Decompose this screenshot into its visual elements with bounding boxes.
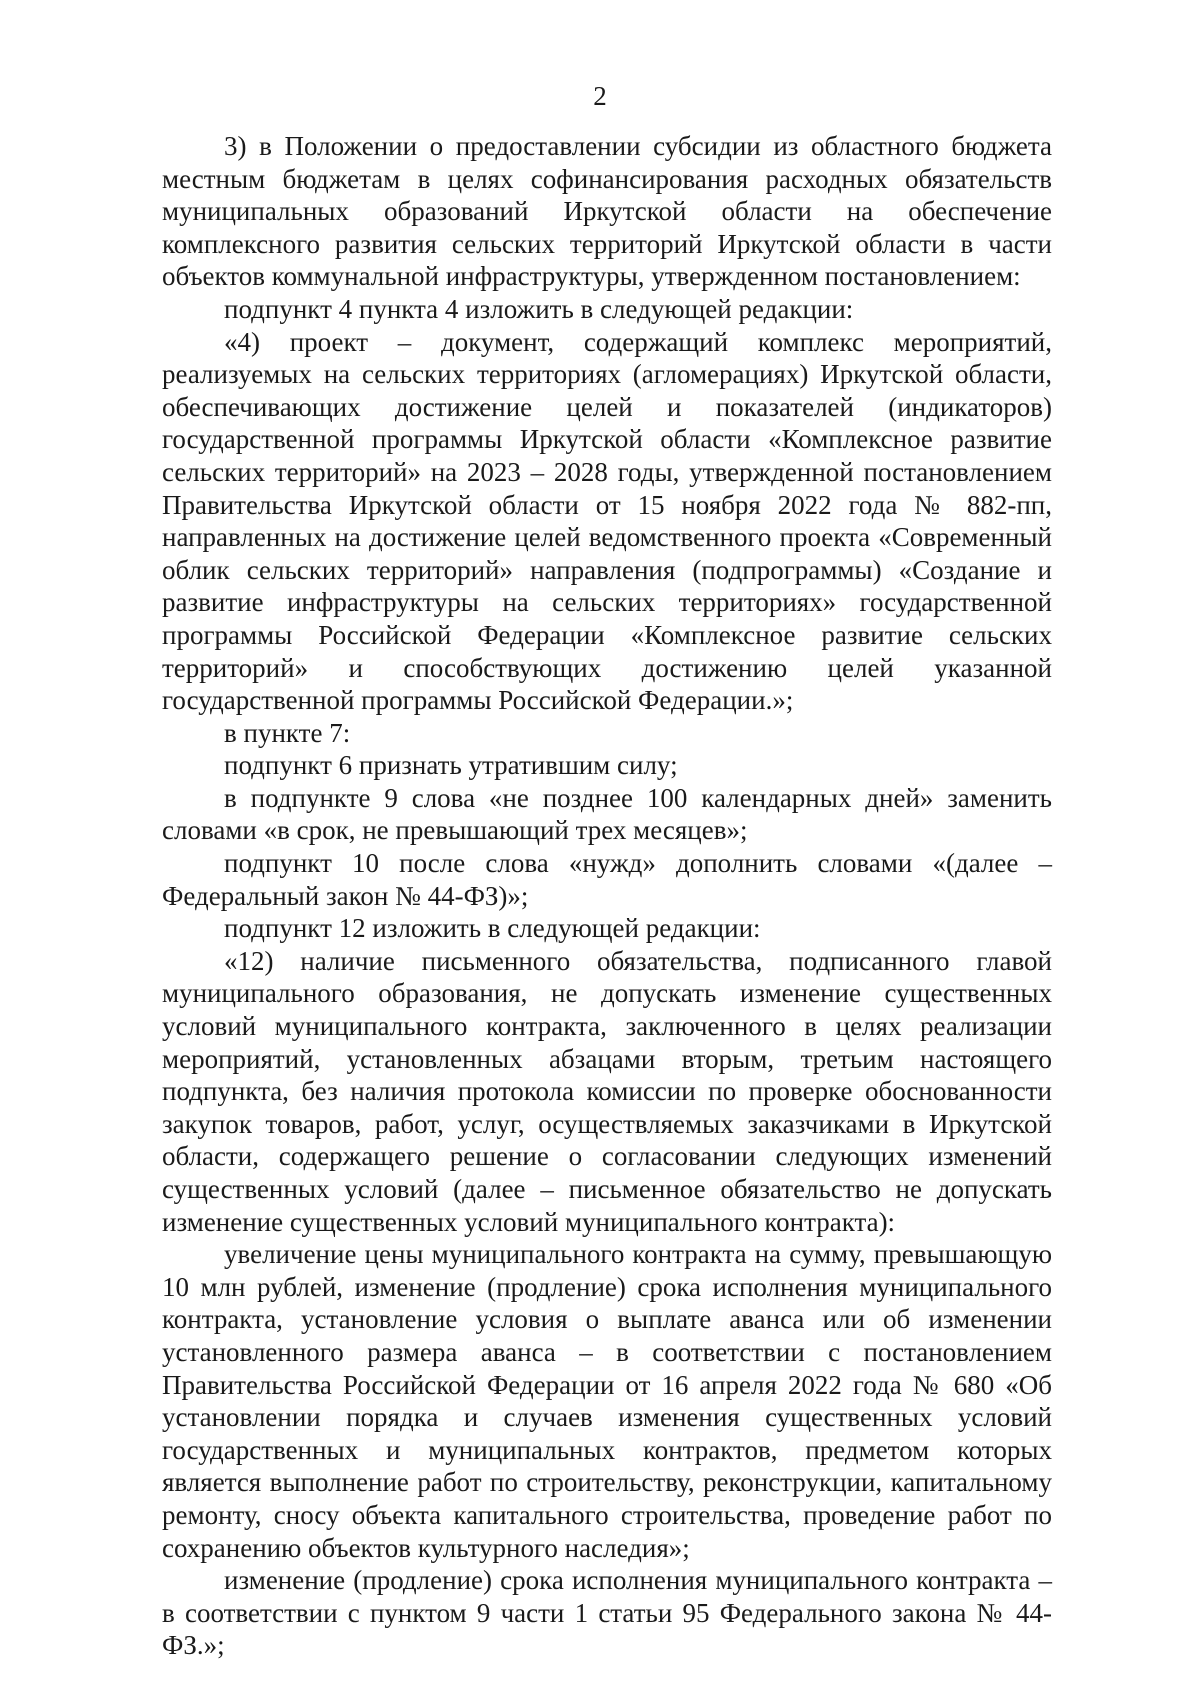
- paragraph-term-extension: изменение (продление) срока исполнения муниципального контракта – в соответствии с пунктом 9 части 1 статьи 95 Федерального закона № 44-ФЗ.»;: [162, 1565, 1052, 1661]
- paragraph-subpoint-10: подпункт 10 после слова «нужд» дополнить словами «(далее – Федеральный закон № 44-ФЗ)»;: [162, 848, 1052, 911]
- paragraph-subpoint-4: подпункт 4 пункта 4 изложить в следующей редакции:: [224, 293, 854, 324]
- paragraph-subpoint-9: в подпункте 9 слова «не позднее 100 календарных дней» заменить словами «в срок, не превышающий трех месяцев»;: [162, 782, 1052, 846]
- paragraph-subpoint-6: подпункт 6 признать утратившим силу;: [224, 750, 678, 781]
- paragraph-item-3: 3) в Положении о предоставлении субсидии из областного бюджета местным бюджетам в целях софинансирования расходных обязательств муниципальных образований Иркутской области на обеспечение комплексного развития сельских территорий Иркутской области в части объектов коммунальной инфраструктуры, утвержденном постановлением:: [162, 131, 1052, 292]
- paragraph-item-12-text: «12) наличие письменного обязательства, подписанного главой муниципального образования, не допускать изменение существенных условий муниципального контракта, заключенного в целях реализации мероприятий, установленных абзацами вторым, третьим настоящего подпункта, без наличия протокола комиссии по проверке обоснованности закупок товаров, работ, услуг, осуществляемых заказчиками в Иркутской области, содержащего решение о согласовании следующих изменений существенных условий (далее – письменное обязательство не допускать изменение существенных условий муниципального контракта):: [162, 945, 1052, 1237]
- page-number: 2: [593, 81, 607, 111]
- paragraph-price-increase: увеличение цены муниципального контракта на сумму, превышающую 10 млн рублей, изменение (продление) срока исполнения муниципального контракта, установление условия о выплате аванса или об изменении установленного размера аванса – в соответствии с постановлением Правительства Российской Федерации от 16 апреля 2022 года № 680 «Об установлении порядка и случаев изменения существенных условий государственных и муниципальных контрактов, предметом которых является выполнение работ по строительству, реконструкции, капитальному ремонту, сносу объекта капитального строительства, проведение работ по сохранению объектов культурного наследия»;: [162, 1239, 1052, 1563]
- paragraph-project-definition: «4) проект – документ, содержащий комплекс мероприятий, реализуемых на сельских территориях (агломерациях) Иркутской области, обеспечивающих достижение целей и показателей (индикаторов) государственной программы Иркутской области «Комплексное развитие сельских территорий» на 2023 – 2028 годы, утвержденной постановлением Правительства Иркутской области от 15 ноября 2022 года № 882-пп, направленных на достижение целей ведомственного проекта «Современный облик сельских территорий» направления (подпрограммы) «Создание и развитие инфраструктуры на сельских территориях» государственной программы Российской Федерации «Комплексное развитие сельских территорий» и способствующих достижению целей указанной государственной программы Российской Федерации.»;: [162, 326, 1052, 716]
- document-body: [162, 130, 1052, 1662]
- paragraph-point-7: в пункте 7:: [224, 717, 351, 748]
- paragraph-subpoint-12: подпункт 12 изложить в следующей редакции:: [224, 913, 761, 944]
